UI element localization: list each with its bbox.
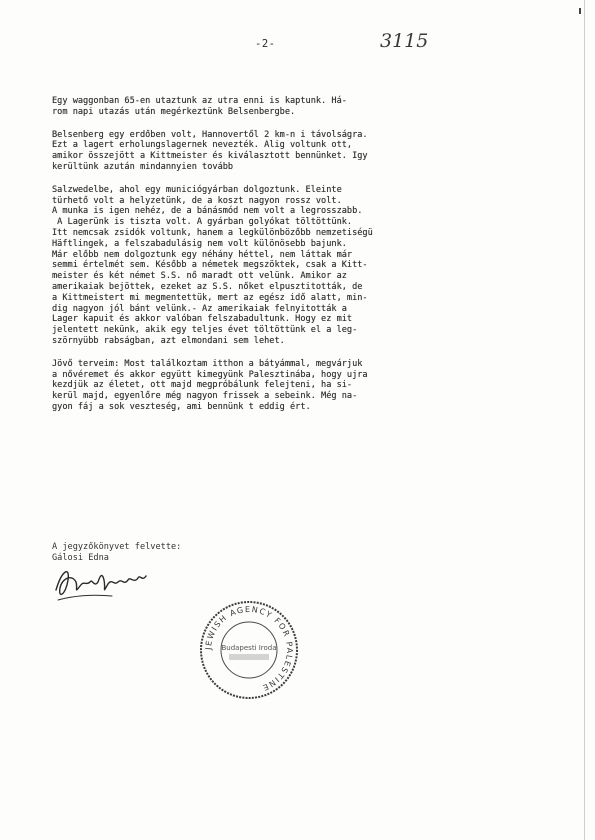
- agency-stamp: [197, 598, 301, 702]
- paragraph-journey: Egy waggonban 65-en utaztunk az utra enni is kaptunk. Há- rom napi utazás után megérkeztünk Belsenbergbe.: [52, 96, 347, 117]
- handwritten-signature: [52, 560, 152, 604]
- recorded-by-line: A jegyzőkönyvet felvette:: [52, 542, 182, 552]
- recorder-name: Gálosi Edna: [52, 552, 109, 563]
- corner-mark: [579, 8, 581, 14]
- page-number: -2-: [255, 38, 276, 50]
- paragraph-salzwedel: Salzwedelbe, ahol egy municiógyárban dolgoztunk. Eleinte türhető volt a helyzetünk, de a koszt nagyon rossz volt. A munka is igen nehéz, de a bánásmód nem volt a legrosszabb. A Lagerünk is tiszta volt. A gyárban golyókat töltöttünk. Itt nemcsak zsidók voltunk, hanem a legkülönbözőbb nemzetiségü Häftlingek, a felszabadulásig nem volt különösebb bajunk. Már előbb nem dolgoztunk egy néhány héttel, nem láttak már semmi értelmét sem. Később a németek megszöktek, csak a Kitt- meister és két német S.S. nő maradt ott velünk. Amikor az amerikaiak bejöttek, ezeket az S.S. nőket elpusztitották, de a Kittmeistert mi megmentettük, mert az egész idő alatt, min- dig nagyon jól bánt velünk.- Az amerikaiak felnyitották a Lager kapuit és akkor valóban felszabadultunk. Hogy ez mit jelentett nekünk, akik egy teljes évet töltöttünk el a leg- szörnyübb rabságban, azt elmondani sem lehet.: [52, 184, 373, 346]
- paragraph-future-plans: Jövő terveim: Most találkoztam itthon a bátyámmal, megvárjuk a nővéremet és akkor együtt kimegyünk Palesztinába, hogy ujra kezdjük az életet, ott majd megpróbálunk felejteni, ha si- kerül majd, egyenlőre még nagyon frissek a sebeink. Még na- gyon fáj a sok veszteség, ami bennünk t eddig ért.: [52, 358, 368, 412]
- stamp-outer-text: JEWISH AGENCY FOR PALESTINE: [203, 604, 295, 693]
- stamp-inner-text: Budapesti Iroda: [221, 644, 277, 652]
- handwritten-archive-number: 3115: [380, 30, 429, 52]
- page-edge-shadow: [584, 0, 585, 840]
- paragraph-belsenberg: Belsenberg egy erdőben volt, Hannovertől 2 km-n i távolságra. Ezt a lagert erholungslagernek nevezték. Alig voltunk ott, amikor összejött a Kittmeister és kiválasztott bennünket. Igy kerültünk azután mindannyien tovább: [52, 129, 368, 172]
- typed-body: [52, 96, 502, 425]
